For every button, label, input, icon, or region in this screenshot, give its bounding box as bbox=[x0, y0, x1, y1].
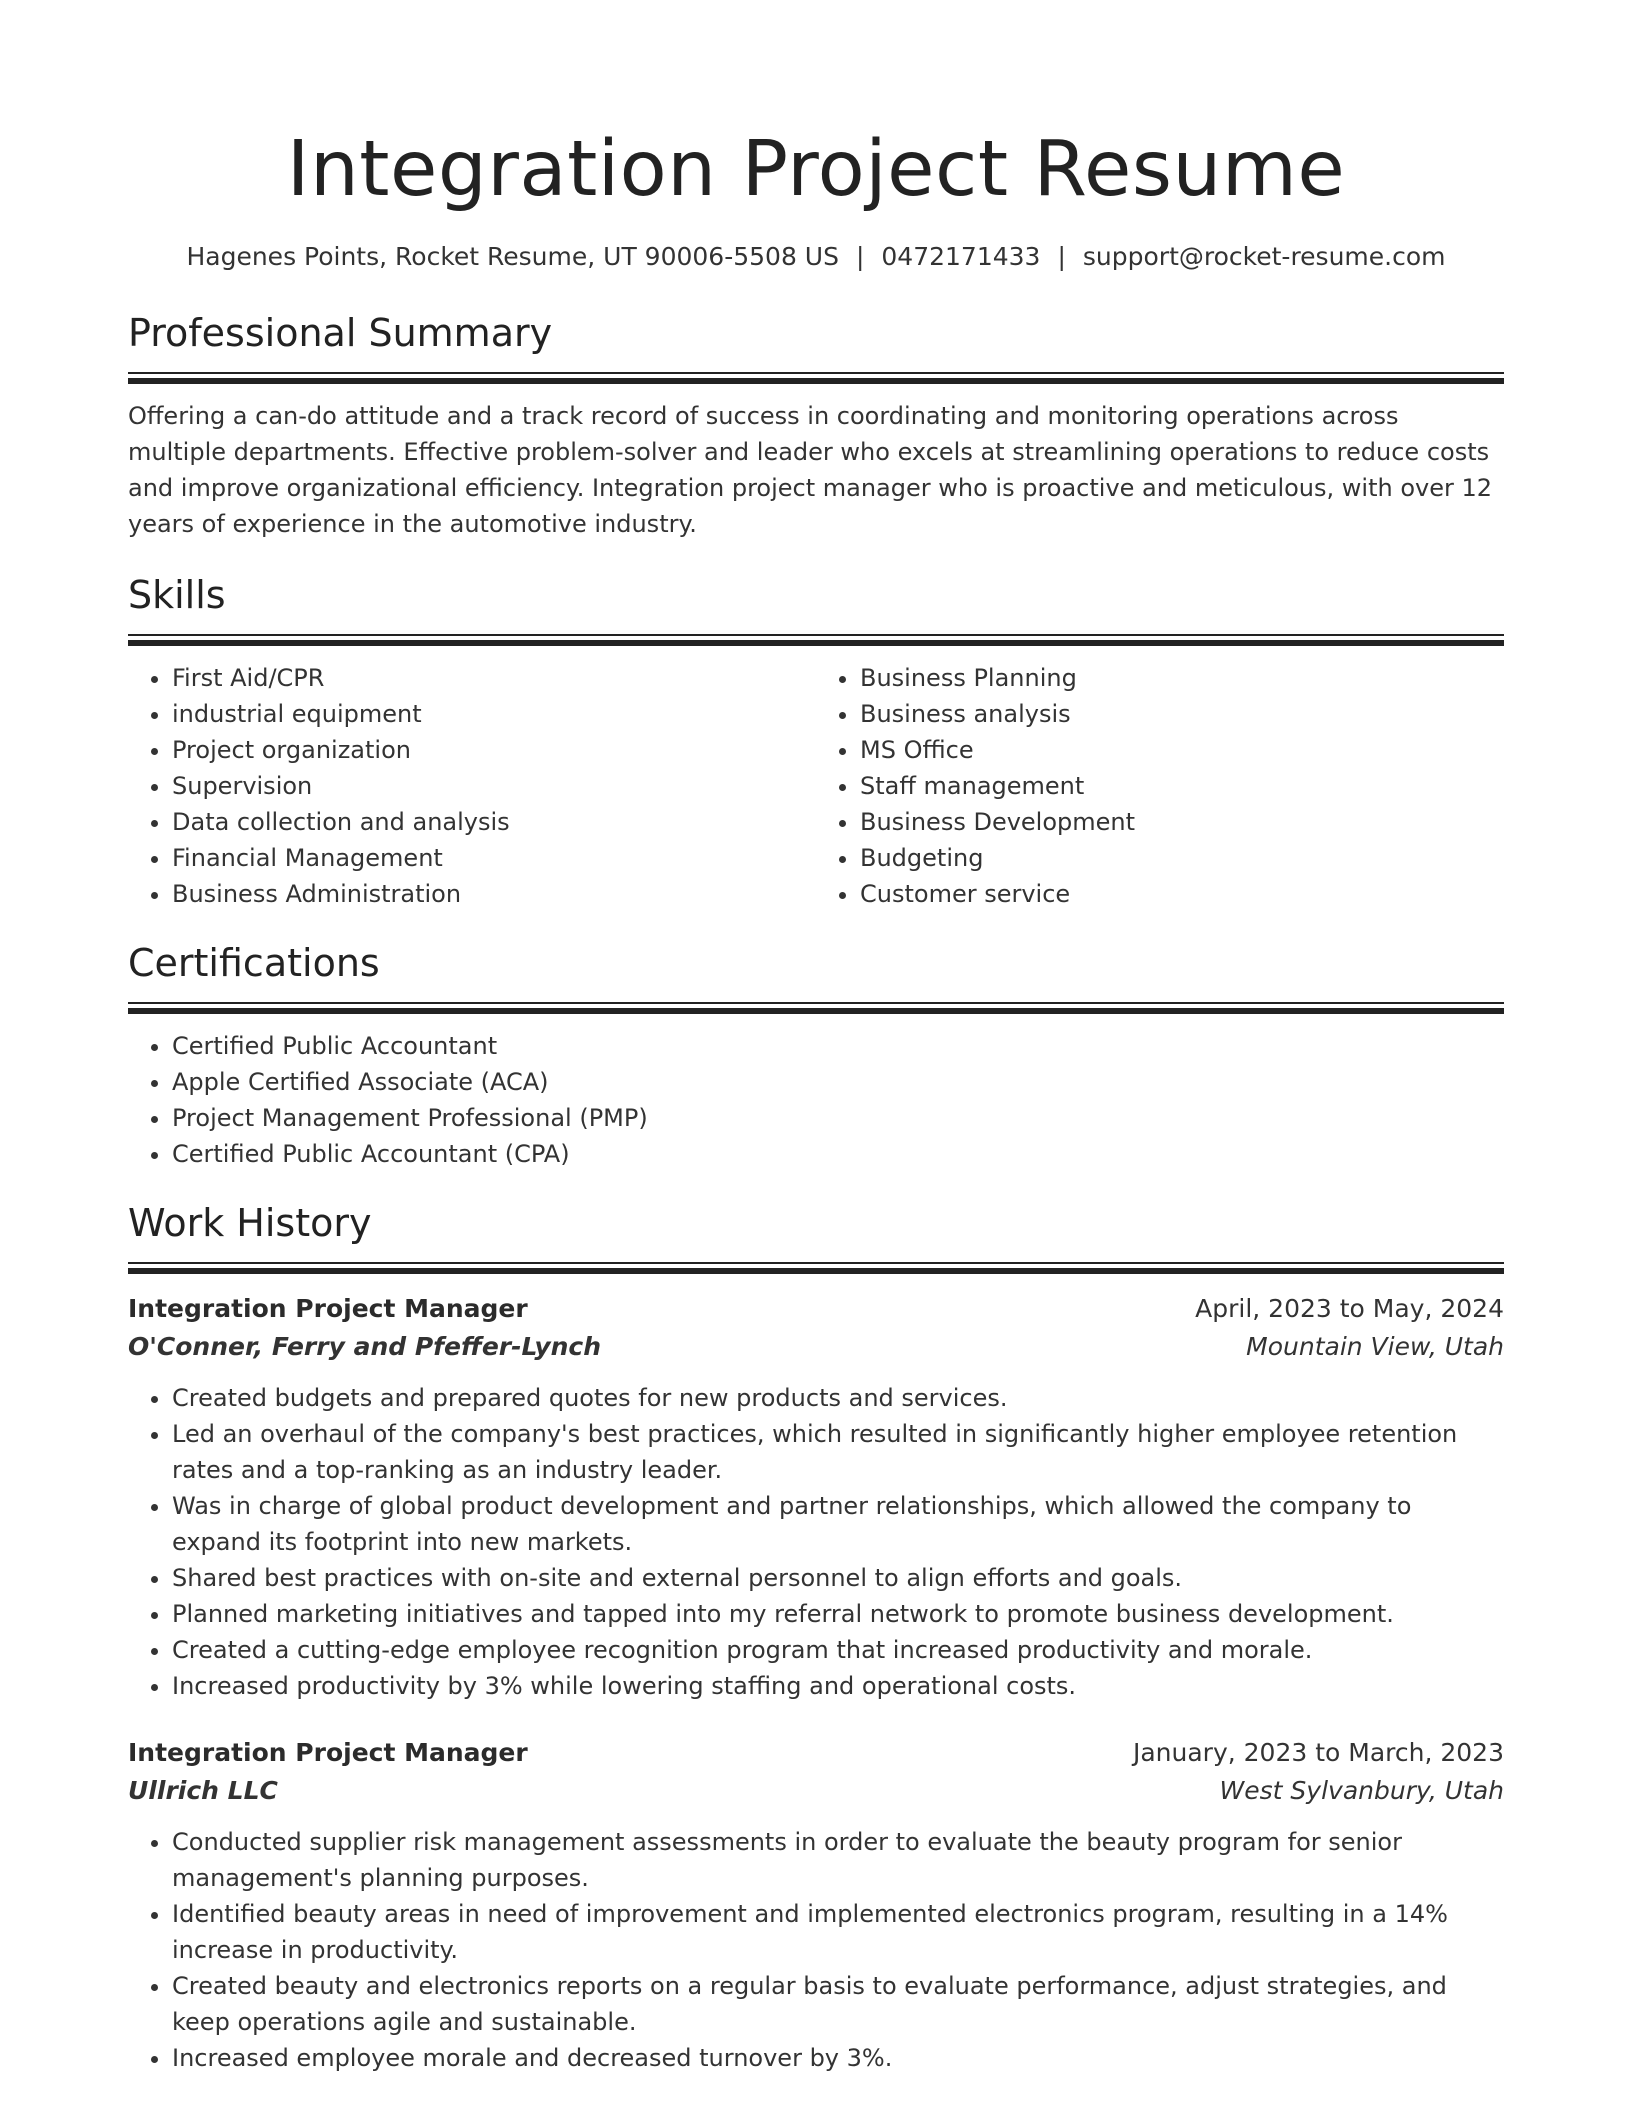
work-history-heading: Work History bbox=[128, 1201, 372, 1245]
skills-section bbox=[128, 570, 1504, 912]
skills-columns bbox=[128, 660, 1504, 912]
section-divider bbox=[128, 1002, 1504, 1014]
job-dates: January, 2023 to March, 2023 bbox=[1132, 1738, 1504, 1767]
job-bullet: • Created budgets and prepared quotes for new products and services. bbox=[172, 1380, 1504, 1416]
certification-item: • Certified Public Accountant bbox=[172, 1028, 1504, 1064]
job-bullet: • Increased productivity by 3% while lowering staffing and operational costs. bbox=[172, 1668, 1504, 1704]
job-header-row bbox=[128, 1290, 1504, 1328]
skill-item: • Financial Management bbox=[172, 840, 816, 876]
job-entry bbox=[128, 1734, 1504, 2076]
certifications-heading: Certifications bbox=[128, 941, 380, 985]
certification-item: • Project Management Professional (PMP) bbox=[172, 1100, 1504, 1136]
skill-item: • Business analysis bbox=[860, 696, 1504, 732]
certification-item: • Certified Public Accountant (CPA) bbox=[172, 1136, 1504, 1172]
section-divider bbox=[128, 1262, 1504, 1274]
work-history-section bbox=[128, 1198, 1504, 2076]
job-bullet: • Created beauty and electronics reports on a regular basis to evaluate performance, adjust strategies, and keep operations agile and sustainable. bbox=[172, 1968, 1504, 2040]
job-bullet: • Identified beauty areas in need of improvement and implemented electronics program, resulting in a 14% increase in productivity. bbox=[172, 1896, 1504, 1968]
job-bullet: • Was in charge of global product development and partner relationships, which allowed the company to expand its footprint into new markets. bbox=[172, 1488, 1504, 1560]
contact-phone: 0472171433 bbox=[881, 242, 1041, 271]
contact-address: Hagenes Points, Rocket Resume, UT 90006-5508 US bbox=[186, 242, 839, 271]
certifications-section bbox=[128, 938, 1504, 1172]
skill-item: • Business Planning bbox=[860, 660, 1504, 696]
skills-list-left bbox=[128, 660, 816, 912]
section-divider bbox=[128, 372, 1504, 384]
summary-heading: Professional Summary bbox=[128, 311, 553, 355]
skill-item: • Customer service bbox=[860, 876, 1504, 912]
job-bullet: • Created a cutting-edge employee recognition program that increased productivity and morale. bbox=[172, 1632, 1504, 1668]
skill-item: • industrial equipment bbox=[172, 696, 816, 732]
job-bullets bbox=[128, 1380, 1504, 1704]
skills-heading: Skills bbox=[128, 573, 226, 617]
certifications-list bbox=[128, 1028, 1504, 1172]
certification-item: • Apple Certified Associate (ACA) bbox=[172, 1064, 1504, 1100]
skill-item: • Business Administration bbox=[172, 876, 816, 912]
skill-item: • First Aid/CPR bbox=[172, 660, 816, 696]
skill-item: • Business Development bbox=[860, 804, 1504, 840]
skills-list-right bbox=[816, 660, 1504, 912]
summary-section bbox=[128, 308, 1504, 542]
skill-item: • Staff management bbox=[860, 768, 1504, 804]
resume-title: Integration Project Resume bbox=[286, 125, 1346, 214]
job-title: Integration Project Manager bbox=[128, 1294, 528, 1323]
contact-separator: | bbox=[855, 242, 865, 271]
job-company-row bbox=[128, 1328, 1504, 1366]
job-entry bbox=[128, 1290, 1504, 1704]
job-bullet: • Increased employee morale and decreased turnover by 3%. bbox=[172, 2040, 1504, 2076]
job-company: O'Conner, Ferry and Pfeffer-Lynch bbox=[128, 1332, 602, 1361]
job-location: Mountain View, Utah bbox=[1246, 1332, 1504, 1361]
skill-item: • Project organization bbox=[172, 732, 816, 768]
job-bullet: • Conducted supplier risk management assessments in order to evaluate the beauty program for senior management's planning purposes. bbox=[172, 1824, 1504, 1896]
section-divider bbox=[128, 634, 1504, 646]
skill-item: • Supervision bbox=[172, 768, 816, 804]
contact-email: support@rocket-resume.com bbox=[1082, 242, 1446, 271]
job-location: West Sylvanbury, Utah bbox=[1219, 1776, 1504, 1805]
job-bullet: • Planned marketing initiatives and tapped into my referral network to promote business development. bbox=[172, 1596, 1504, 1632]
skill-item: • MS Office bbox=[860, 732, 1504, 768]
job-dates: April, 2023 to May, 2024 bbox=[1195, 1294, 1504, 1323]
job-header-row bbox=[128, 1734, 1504, 1772]
job-title: Integration Project Manager bbox=[128, 1738, 528, 1767]
skill-item: • Data collection and analysis bbox=[172, 804, 816, 840]
summary-text: Offering a can-do attitude and a track record of success in coordinating and monitoring operations across multiple departments. Effective problem-solver and leader who excels at streamlining operations to reduce costs and improve organizational efficiency. Integration project manager who is proactive and meticulous, with over 12 years of experience in the automotive industry. bbox=[128, 402, 1493, 538]
skill-item: • Budgeting bbox=[860, 840, 1504, 876]
job-bullet: • Led an overhaul of the company's best practices, which resulted in significantly higher employee retention rates and a top-ranking as an industry leader. bbox=[172, 1416, 1504, 1488]
contact-separator: | bbox=[1057, 242, 1066, 271]
job-company: Ullrich LLC bbox=[128, 1776, 278, 1805]
job-company-row bbox=[128, 1772, 1504, 1810]
contact-line bbox=[128, 240, 1504, 274]
job-bullets bbox=[128, 1824, 1504, 2076]
job-bullet: • Shared best practices with on-site and external personnel to align efforts and goals. bbox=[172, 1560, 1504, 1596]
